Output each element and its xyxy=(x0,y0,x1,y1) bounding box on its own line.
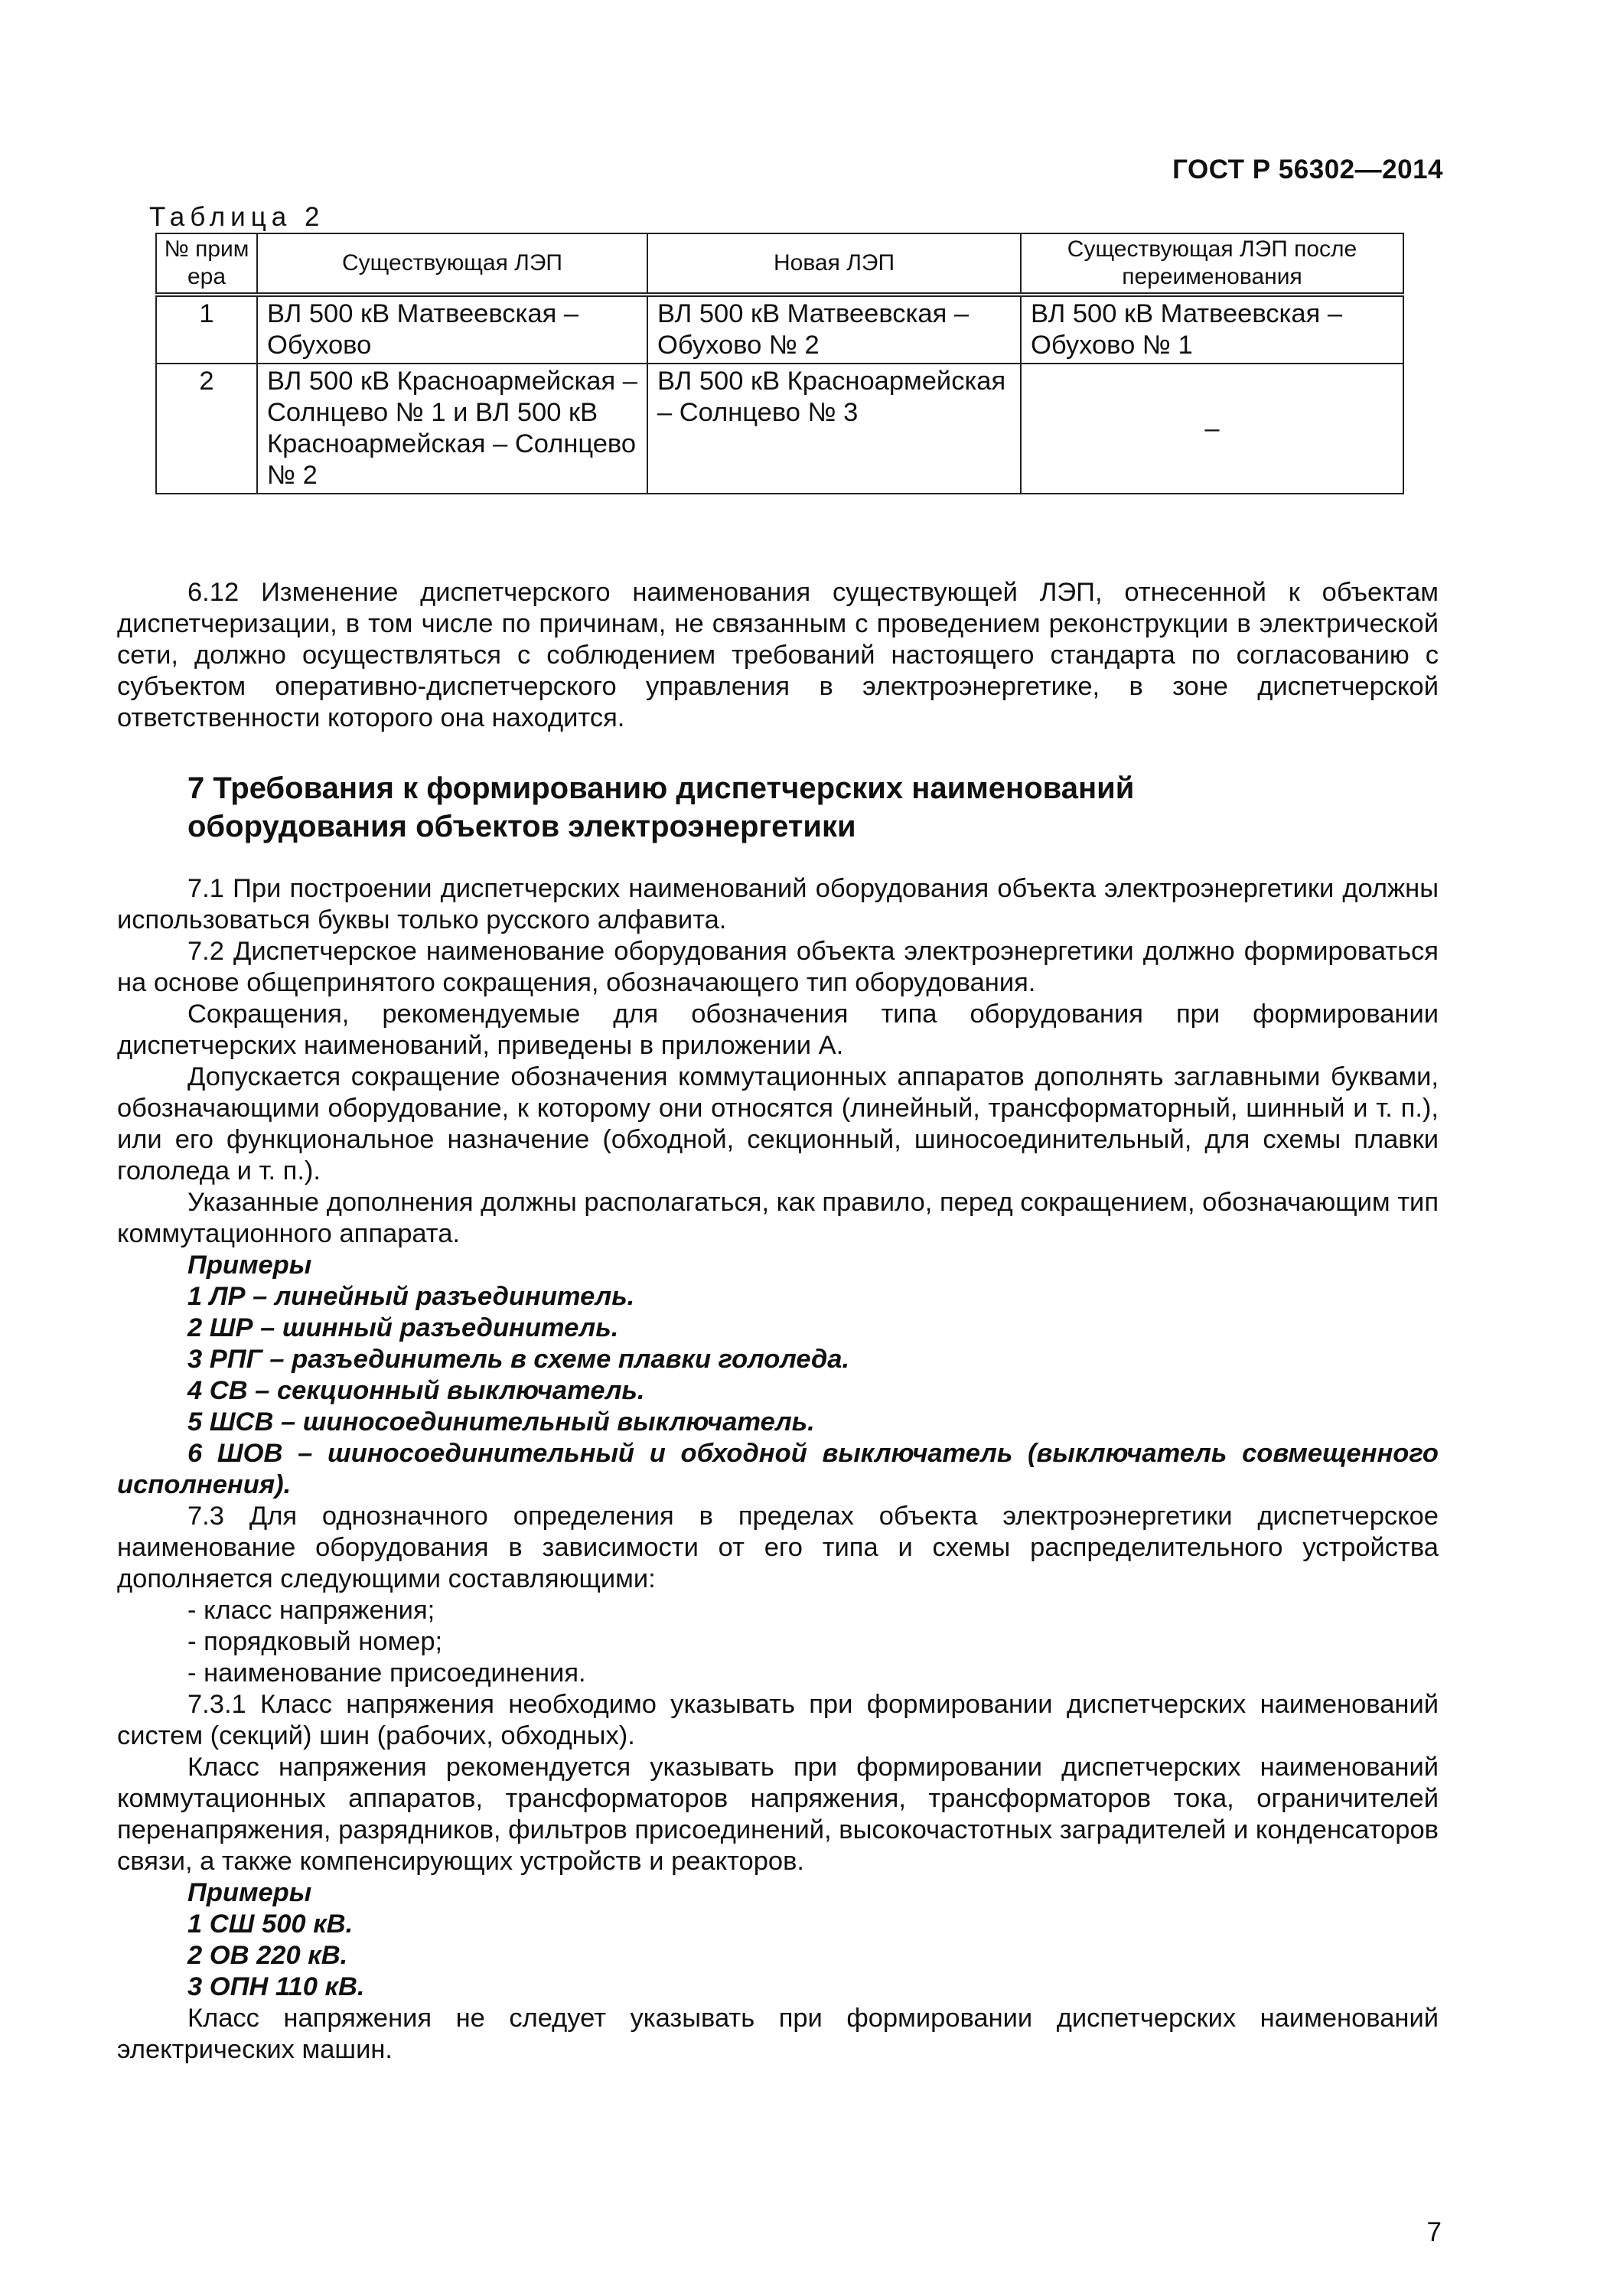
example-item: 6 ШОВ – шиносоединительный и обходной выключатель (выключатель совмещенного исполнения). xyxy=(117,1439,1439,1499)
section-7-heading xyxy=(187,769,1427,846)
table-caption: Таблица 2 xyxy=(149,202,325,232)
table-row xyxy=(156,295,1403,364)
table-header-row xyxy=(156,233,1403,295)
example-item: 2 ОВ 220 кВ. xyxy=(187,1941,348,1970)
table-cell-new: ВЛ 500 кВ Матвеевская – Обухово № 2 xyxy=(647,295,1021,364)
example-item: 1 ЛР – линейный разъединитель. xyxy=(187,1282,635,1311)
table-cell-existing: ВЛ 500 кВ Матвеевская – Обухово xyxy=(257,295,647,364)
examples-title: Примеры xyxy=(187,1878,312,1907)
example-item: 3 РПГ – разъединитель в схеме плавки гололеда. xyxy=(187,1345,850,1374)
list-item: - порядковый номер; xyxy=(187,1627,443,1656)
page-number: 7 xyxy=(1426,2217,1442,2247)
example-item: 1 СШ 500 кВ. xyxy=(187,1910,354,1939)
example-item: 2 ШР – шинный разъединитель. xyxy=(187,1313,619,1342)
examples-title: Примеры xyxy=(187,1251,312,1280)
table-cell-new: ВЛ 500 кВ Красноармейская – Солнцево № 3 xyxy=(647,364,1021,494)
section-title-line: 7 Требования к формированию диспетчерских наименований xyxy=(187,771,1135,805)
list-item: - наименование присоединения. xyxy=(187,1658,586,1688)
paragraph: Указанные дополнения должны располагаться, как правило, перед сокращением, обозначающим тип коммутационного аппарата. xyxy=(117,1188,1439,1248)
list-item: - класс напряжения; xyxy=(187,1596,435,1625)
table-row xyxy=(156,364,1403,494)
paragraph: 6.12 Изменение диспетчерского наименования существующей ЛЭП, отнесенной к объектам диспетчеризации, в том числе по причинам, не связанным с проведением реконструкции в электрической сети, должно осуществляться с соблюдением требований настоящего стандарта по согласованию с субъектом оперативно-диспетчерского управления в электроэнергетике, в зоне диспетчерской ответственности которого она находится. xyxy=(117,578,1439,732)
section-7-body xyxy=(117,873,1439,2066)
section-title-line: оборудования объектов электроэнергетики xyxy=(187,810,856,843)
table-header-cell: № прим ера xyxy=(156,233,257,295)
paragraph: Сокращения, рекомендуемые для обозначения типа оборудования при формировании диспетчерских наименований, приведены в приложении А. xyxy=(117,1000,1439,1060)
example-item: 3 ОПН 110 кВ. xyxy=(187,1972,365,2001)
paragraph: 7.1 При построении диспетчерских наименований оборудования объекта электроэнергетики должны использоваться буквы только русского алфавита. xyxy=(117,874,1439,934)
table-cell-renamed: ВЛ 500 кВ Матвеевская – Обухово № 1 xyxy=(1021,295,1403,364)
table-header-cell: Существующая ЛЭП после переименования xyxy=(1021,233,1403,295)
table-header-cell: Новая ЛЭП xyxy=(647,233,1021,295)
paragraph: Класс напряжения рекомендуется указывать при формировании диспетчерских наименований коммутационных аппаратов, трансформаторов напряжения, трансформаторов тока, ограничителей перенапряжения, разрядников, фильтров присоединений, высокочастотных заградителей и конденсаторов связи, а также компенсирующих устройств и реакторов. xyxy=(117,1753,1439,1876)
document-code: ГОСТ Р 56302—2014 xyxy=(1172,155,1443,184)
table-header-cell: Существующая ЛЭП xyxy=(257,233,647,295)
clause-6-12 xyxy=(117,577,1439,734)
table-2 xyxy=(155,233,1404,494)
table-cell-existing: ВЛ 500 кВ Красноармейская – Солнцево № 1 и ВЛ 500 кВ Красноармейская – Солнцево № 2 xyxy=(257,364,647,494)
paragraph: Класс напряжения не следует указывать при формировании диспетчерских наименований электрических машин. xyxy=(117,2004,1439,2064)
paragraph: 7.2 Диспетчерское наименование оборудования объекта электроэнергетики должно формироваться на основе общепринятого сокращения, обозначающего тип оборудования. xyxy=(117,937,1439,997)
table-cell-renamed: – xyxy=(1021,364,1403,494)
paragraph: Допускается сокращение обозначения коммутационных аппаратов дополнять заглавными буквами, обозначающими оборудование, к которому они относятся (линейный, трансформаторный, шинный и т. п.), или его функциональное назначение (обходной, секционный, шиносоединительный, для схемы плавки гололеда и т. п.). xyxy=(117,1062,1439,1186)
example-item: 4 СВ – секционный выключатель. xyxy=(187,1376,645,1405)
table-cell-num: 2 xyxy=(156,364,257,494)
paragraph: 7.3 Для однозначного определения в пределах объекта электроэнергетики диспетчерское наименование оборудования в зависимости от его типа и схемы распределительного устройства дополняется следующими составляющими: xyxy=(117,1502,1439,1593)
example-item: 5 ШСВ – шиносоединительный выключатель. xyxy=(187,1407,815,1437)
paragraph: 7.3.1 Класс напряжения необходимо указывать при формировании диспетчерских наименований систем (секций) шин (рабочих, обходных). xyxy=(117,1690,1439,1750)
table-cell-num: 1 xyxy=(156,295,257,364)
